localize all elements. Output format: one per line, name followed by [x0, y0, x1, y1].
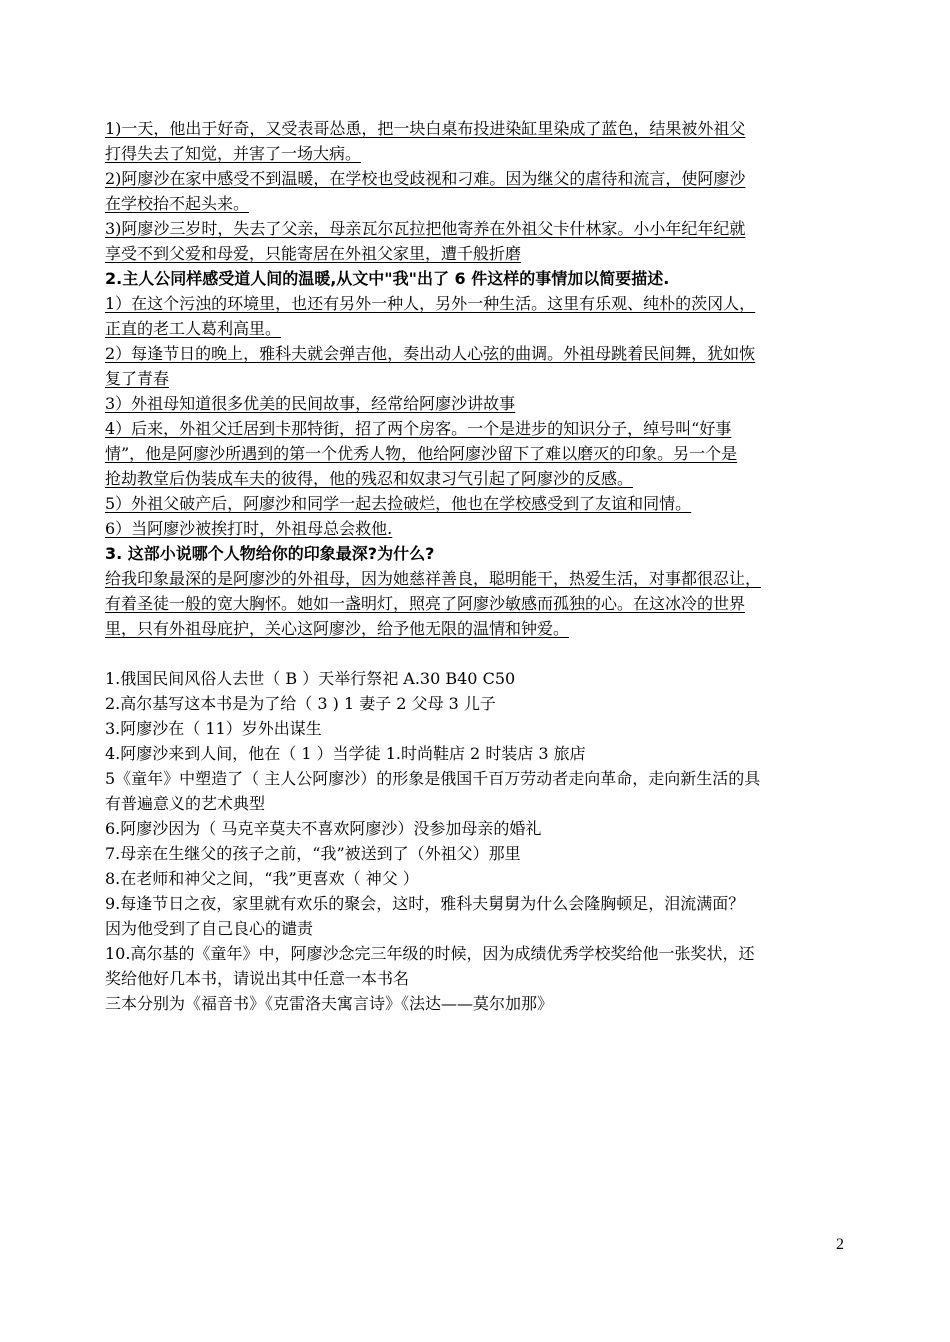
- answer-line: 2）每逢节日的晚上，雅科夫就会弹吉他，奏出动人心弦的曲调。外祖母跳着民间舞，犹如恢: [105, 344, 756, 363]
- quiz-item: 3.阿廖沙在（ 11）岁外出谋生: [105, 719, 322, 738]
- quiz-item: 有普遍意义的艺术典型: [105, 794, 266, 813]
- question-heading: 3. 这部小说哪个人物给你的印象最深?为什么?: [105, 544, 435, 563]
- quiz-item: 奖给他好几本书，请说出其中任意一本书名: [105, 969, 410, 988]
- answer-line: 有着圣徒一般的宽大胸怀。她如一盏明灯，照亮了阿廖沙敏感而孤独的心。在这冰冷的世界: [105, 594, 746, 613]
- answer-line: 里，只有外祖母庇护，关心这阿廖沙，给予他无限的温情和钟爱。: [105, 619, 570, 638]
- quiz-item: 6.阿廖沙因为（ 马克辛莫夫不喜欢阿廖沙）没参加母亲的婚礼: [105, 819, 542, 838]
- question-heading: 2.主人公同样感受道人间的温暖,从文中"我"出了 6 件这样的事情加以简要描述.: [105, 269, 670, 288]
- answer-line: 3）外祖母知道很多优美的民间故事，经常给阿廖沙讲故事: [105, 394, 516, 413]
- quiz-item: 2.高尔基写这本书是为了给（ 3 ) 1 妻子 2 父母 3 儿子: [105, 694, 496, 713]
- answer-line: 情”，他是阿廖沙所遇到的第一个优秀人物，他给阿廖沙留下了难以磨灭的印象。另一个是: [105, 444, 738, 463]
- quiz-item: 7.母亲在生继父的孩子之前，“我”被送到了（外祖父）那里: [105, 844, 521, 863]
- answer-line: 2)阿廖沙在家中感受不到温暖，在学校也受歧视和刁难。因为继父的虐待和流言，使阿廖沙: [105, 169, 746, 188]
- answer-line: 6）当阿廖沙被挨打时，外祖母总会救他.: [105, 519, 393, 538]
- quiz-item: 1.俄国民间风俗人去世（ B ）天举行祭祀 A.30 B40 C50: [105, 669, 516, 688]
- document-body: [105, 116, 850, 1016]
- answer-line: 享受不到父爱和母爱，只能寄居在外祖父家里，遭千般折磨: [105, 244, 522, 263]
- answer-line: 4）后来，外祖父迁居到卡那特街，招了两个房客。一个是进步的知识分子，绰号叫“好事: [105, 419, 732, 438]
- quiz-item: 三本分别为《福音书》《克雷洛夫寓言诗》《法达——莫尔加那》: [105, 994, 554, 1013]
- answer-line: 1）在这个污浊的环境里，也还有另外一种人，另外一种生活。这里有乐观、纯朴的茨冈人，: [105, 294, 756, 313]
- answer-line: 复了青春: [105, 369, 170, 388]
- paragraph-gap: [105, 641, 850, 666]
- quiz-item: 8.在老师和神父之间，“我”更喜欢（ 神父 ）: [105, 869, 419, 888]
- answer-line: 抢劫教堂后伪装成车夫的彼得，他的残忍和奴隶习气引起了阿廖沙的反感。: [105, 469, 634, 488]
- quiz-item: 10.高尔基的《童年》中，阿廖沙念完三年级的时候，因为成绩优秀学校奖给他一张奖状，还: [105, 944, 755, 963]
- answer-line: 5）外祖父破产后，阿廖沙和同学一起去捡破烂，他也在学校感受到了友谊和同情。: [105, 494, 692, 513]
- answer-line: 3)阿廖沙三岁时，失去了父亲，母亲瓦尔瓦拉把他寄养在外祖父卡什林家。小小年纪年纪就: [105, 219, 746, 238]
- quiz-item: 5《童年》中塑造了（ 主人公阿廖沙）的形象是俄国千百万劳动者走向革命，走向新生活的具: [105, 769, 761, 788]
- quiz-item: 9.每逢节日之夜，家里就有欢乐的聚会，这时，雅科夫舅舅为什么会隆胸顿足，泪流满面？: [105, 894, 745, 913]
- answer-line: 1)一天，他出于好奇，又受表哥怂恿，把一块白桌布投进染缸里染成了蓝色，结果被外祖父: [105, 119, 746, 138]
- page-number: 2: [836, 1236, 844, 1253]
- quiz-item: 4.阿廖沙来到人间，他在（ 1 ）当学徒 1.时尚鞋店 2 时装店 3 旅店: [105, 744, 586, 763]
- answer-line: 正直的老工人葛利高里。: [105, 319, 282, 338]
- quiz-item: 因为他受到了自己良心的谴责: [105, 919, 314, 938]
- answer-line: 在学校抬不起头来。: [105, 194, 250, 213]
- answer-line: 打得失去了知觉，并害了一场大病。: [105, 144, 362, 163]
- answer-line: 给我印象最深的是阿廖沙的外祖母，因为她慈祥善良，聪明能干，热爱生活，对事都很忍让，: [105, 569, 762, 588]
